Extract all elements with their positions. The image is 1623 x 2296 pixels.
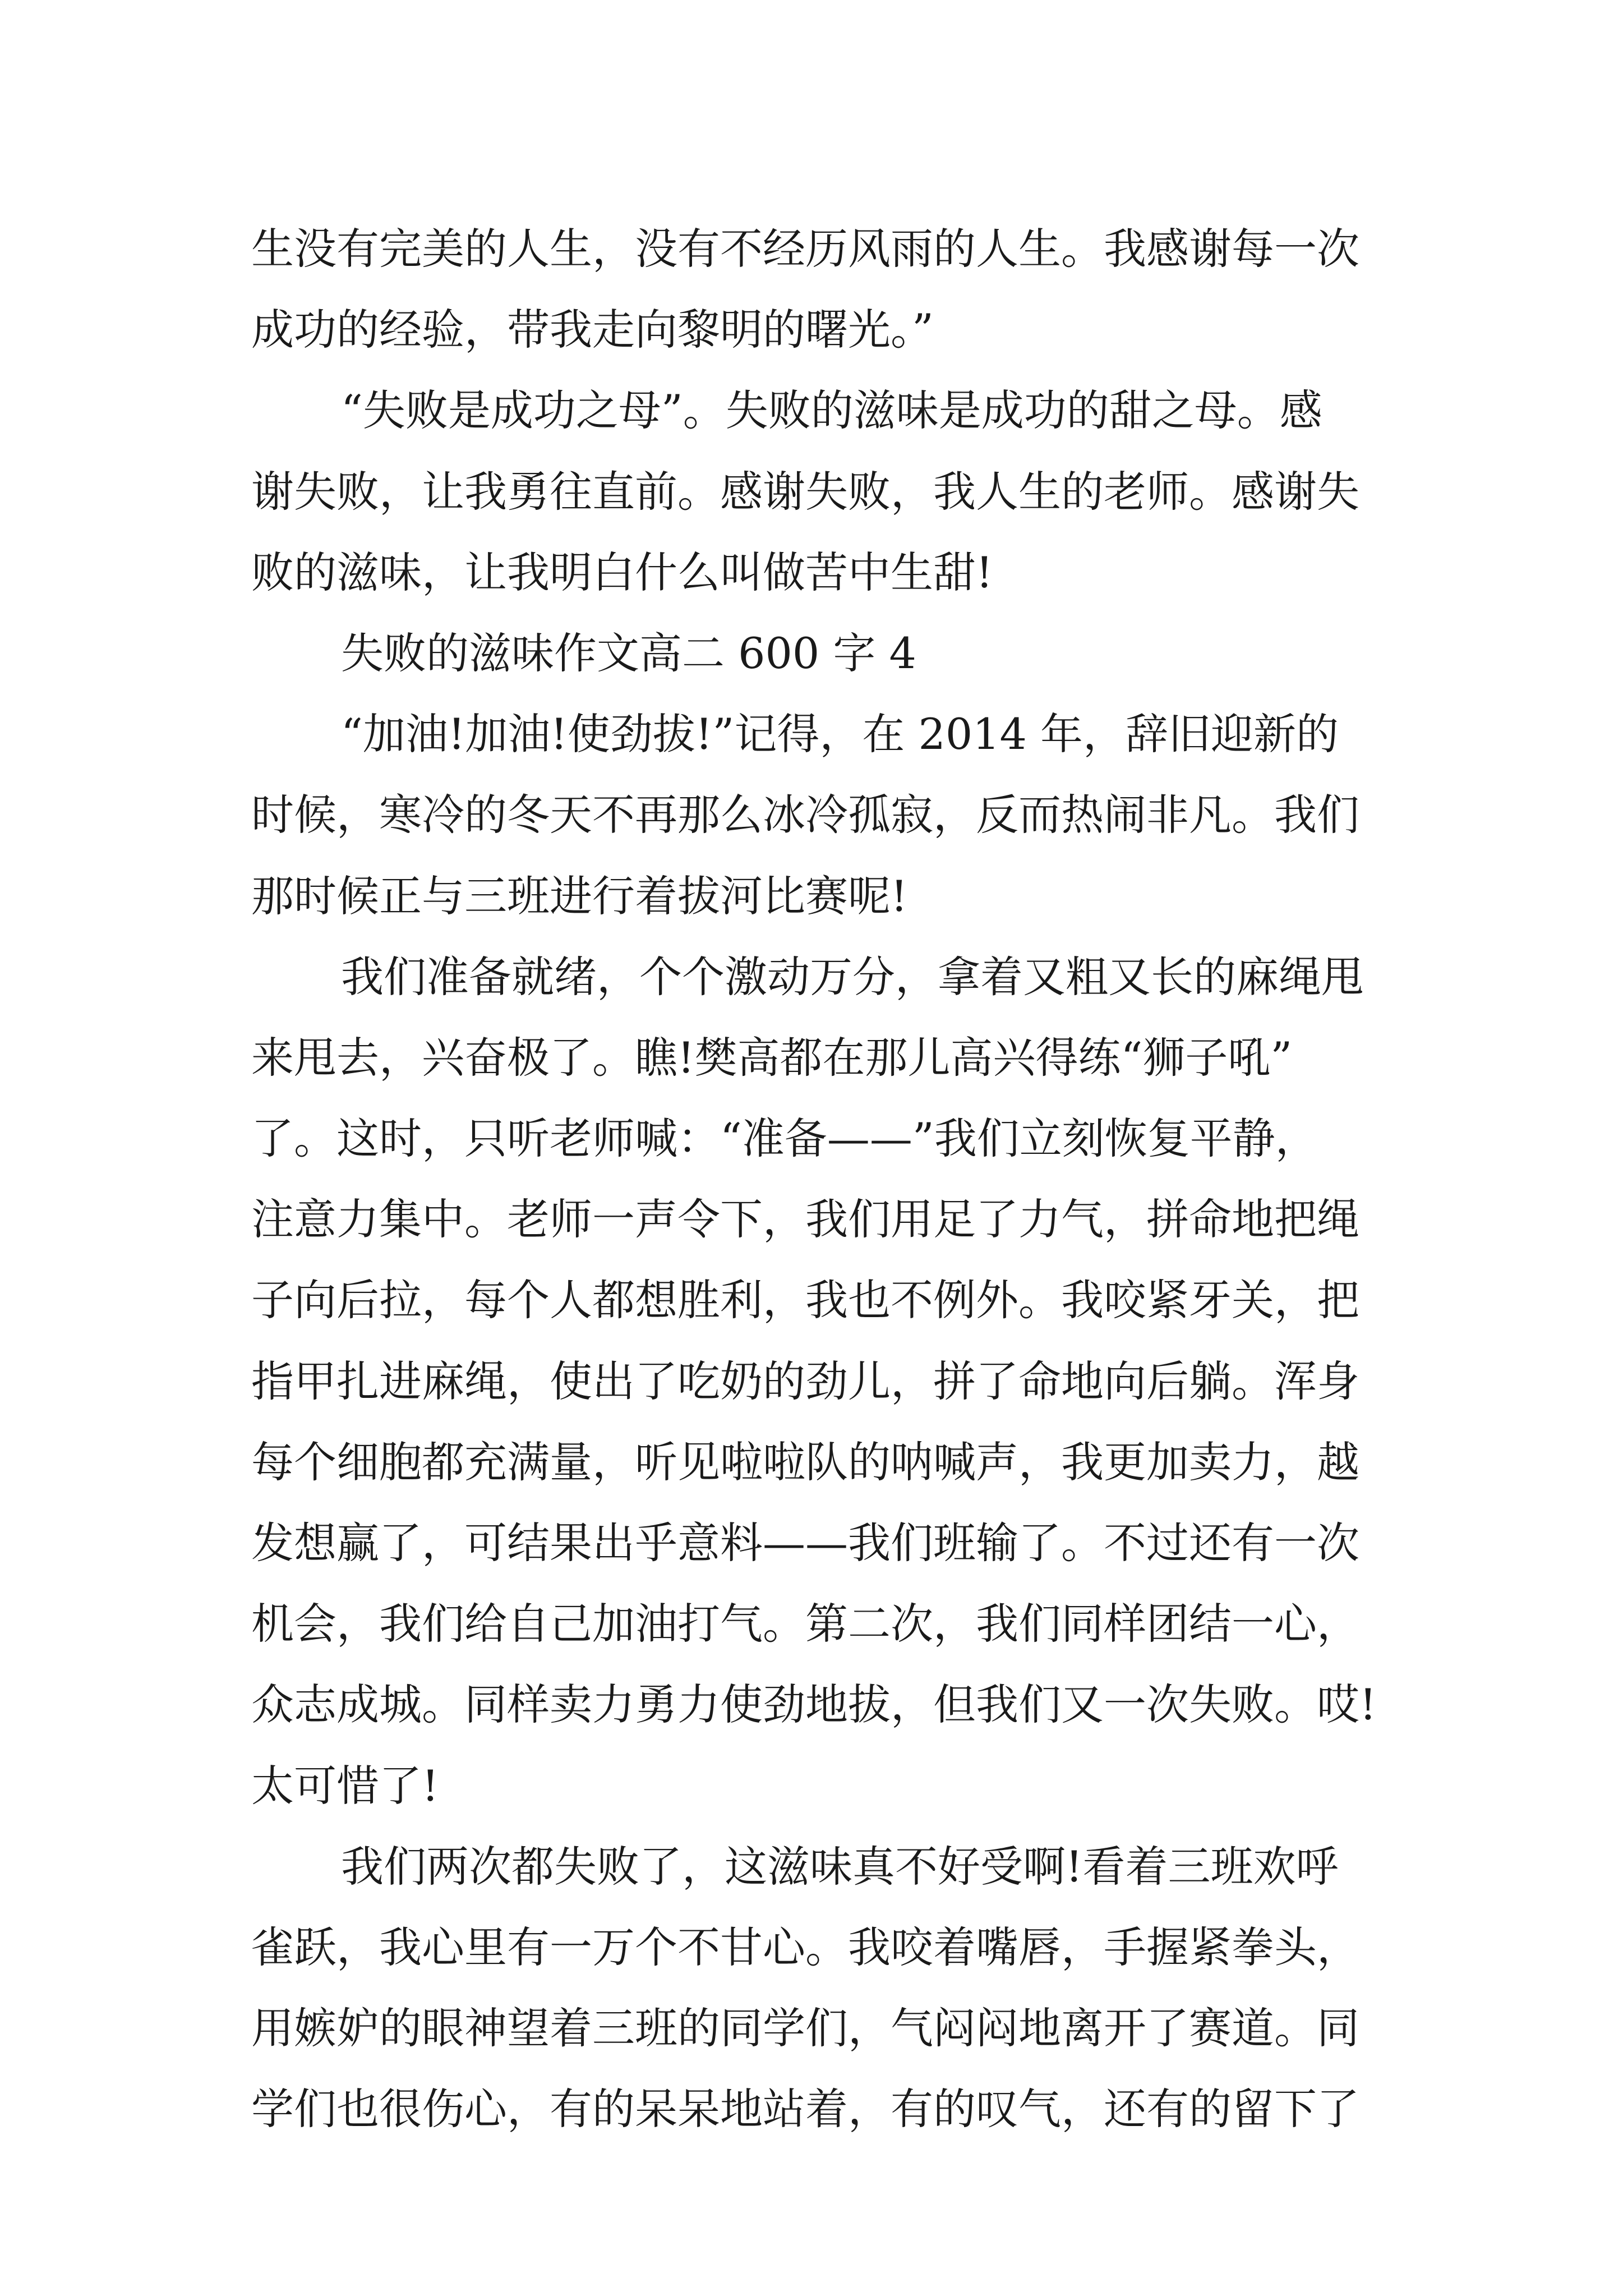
text-line: 发想赢了，可结果出乎意料——我们班输了。不过还有一次 (251, 1518, 1359, 1568)
text-line: 指甲扎进麻绳，使出了吃奶的劲儿，拼了命地向后躺。浑身 (251, 1356, 1359, 1406)
document-body (251, 209, 1378, 2150)
text-line: 机会，我们给自己加油打气。第二次，我们同样团结一心， (251, 1599, 1359, 1649)
text-line: 用嫉妒的眼神望着三班的同学们，气闷闷地离开了赛道。同 (251, 2003, 1359, 2054)
text-line: 谢失败，让我勇往直前。感谢失败，我人生的老师。感谢失 (251, 466, 1359, 517)
text-line: 每个细胞都充满量，听见啦啦队的呐喊声，我更加卖力，越 (251, 1437, 1359, 1487)
text-line: 注意力集中。老师一声令下，我们用足了力气，拼命地把绳 (251, 1194, 1359, 1245)
text-line: 那时候正与三班进行着拔河比赛呢! (251, 871, 908, 921)
text-line: 学们也很伤心，有的呆呆地站着，有的叹气，还有的留下了 (251, 2084, 1359, 2134)
text-line: 我们准备就绪，个个激动万分，拿着又粗又长的麻绳甩 (341, 951, 1364, 1002)
text-line: 成功的经验，带我走向黎明的曙光。” (251, 305, 934, 355)
text-line: 失败的滋味作文高二 600 字 4 (341, 628, 916, 678)
text-line: 太可惜了! (251, 1760, 439, 1811)
text-line: 我们两次都失败了，这滋味真不好受啊!看着三班欢呼 (341, 1841, 1339, 1892)
text-line: 生没有完美的人生，没有不经历风雨的人生。我感谢每一次 (251, 224, 1359, 274)
text-line: 时候，寒冷的冬天不再那么冰冷孤寂，反而热闹非凡。我们 (251, 790, 1359, 840)
text-line: 众志成城。同样卖力勇力使劲地拔，但我们又一次失败。哎! (251, 1680, 1377, 1730)
text-line: “失败是成功之母”。失败的滋味是成功的甜之母。感 (341, 385, 1322, 436)
text-line: 雀跃，我心里有一万个不甘心。我咬着嘴唇，手握紧拳头， (251, 1922, 1359, 1972)
text-line: 子向后拉，每个人都想胜利，我也不例外。我咬紧牙关，把 (251, 1275, 1359, 1326)
text-line: 了。这时，只听老师喊：“准备——”我们立刻恢复平静， (251, 1114, 1318, 1164)
text-line: 来甩去，兴奋极了。瞧!樊高都在那儿高兴得练“狮子吼” (251, 1032, 1293, 1083)
text-line: “加油!加油!使劲拔!”记得，在 2014 年，辞旧迎新的 (341, 709, 1339, 760)
text-line: 败的滋味，让我明白什么叫做苦中生甜! (251, 547, 993, 597)
